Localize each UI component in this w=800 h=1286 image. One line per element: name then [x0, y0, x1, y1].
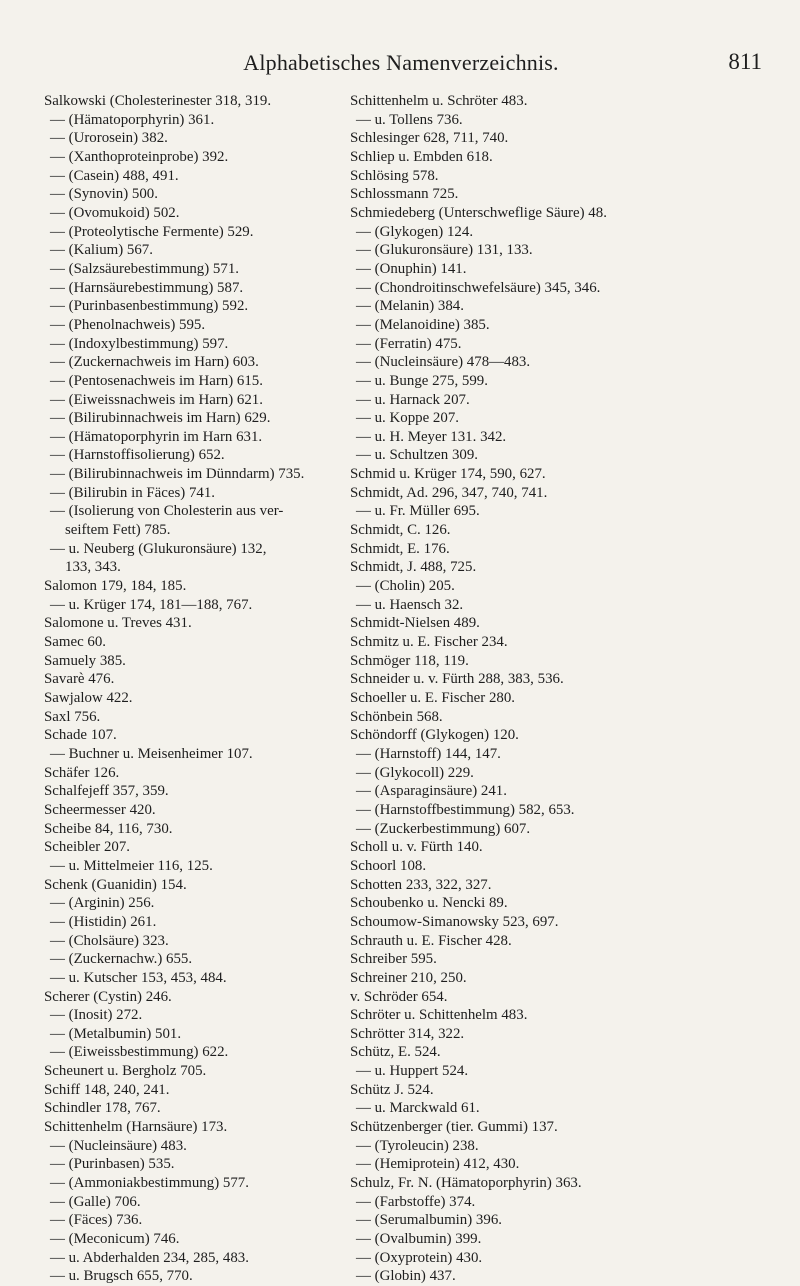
index-entry: — (Zuckerbestimmung) 607.	[356, 820, 531, 837]
index-entry: Schäfer 126.	[44, 764, 120, 781]
index-entry: Schütz J. 524.	[350, 1081, 434, 1098]
index-entry: Scherer (Cystin) 246.	[44, 988, 172, 1005]
page-header	[40, 50, 762, 84]
index-entry: — (Zuckernachweis im Harn) 603.	[50, 354, 259, 371]
index-entry: — (Salzsäurebestimmung) 571.	[50, 260, 239, 277]
index-entry: Schmid u. Krüger 174, 590, 627.	[350, 466, 546, 483]
index-entry: — (Farbstoffe) 374.	[356, 1193, 476, 1210]
index-entry: — (Hämatoporphyrin im Harn 631.	[50, 428, 263, 445]
index-entry: — (Glykocoll) 229.	[356, 764, 474, 781]
index-entry: seiftem Fett) 785.	[65, 522, 171, 539]
index-entry: Schlesinger 628, 711, 740.	[350, 130, 509, 147]
index-entry: — u. Koppe 207.	[356, 410, 459, 427]
index-entry: Schröter u. Schittenhelm 483.	[350, 1007, 528, 1024]
index-entry: — (Onuphin) 141.	[356, 260, 467, 277]
index-entry: Scheibler 207.	[44, 839, 131, 856]
index-entry: Schiff 148, 240, 241.	[44, 1081, 170, 1098]
page-title: Alphabetisches Namenverzeichnis.	[243, 50, 559, 75]
index-entry: Scholl u. v. Fürth 140.	[350, 839, 483, 856]
index-entry: Salomone u. Treves 431.	[44, 615, 192, 632]
index-entry: — (Harnsäurebestimmung) 587.	[50, 279, 244, 296]
index-entry: Schlossmann 725.	[350, 186, 459, 203]
index-entry: — u. Abderhalden 234, 285, 483.	[50, 1249, 249, 1266]
index-entry: Schneider u. v. Fürth 288, 383, 536.	[350, 671, 564, 688]
index-entry: — (Ferratin) 475.	[356, 335, 462, 352]
index-entry: — (Bilirubinnachweis im Harn) 629.	[50, 410, 271, 427]
index-entry: Schöndorff (Glykogen) 120.	[350, 727, 519, 744]
index-entry: Schütz, E. 524.	[350, 1044, 441, 1061]
index-entry: — (Pentosenachweis im Harn) 615.	[50, 372, 263, 389]
index-entry: Schoeller u. E. Fischer 280.	[350, 690, 516, 706]
index-entry: — u. Schultzen 309.	[356, 447, 479, 464]
index-entry: Schittenhelm (Harnsäure) 173.	[44, 1119, 228, 1136]
index-entry: Schade 107.	[44, 727, 117, 744]
index-entry: — (Indoxylbestimmung) 597.	[50, 335, 229, 352]
index-entry: — (Xanthoproteinprobe) 392.	[50, 148, 229, 165]
index-entry: — u. Huppert 524.	[356, 1063, 469, 1080]
index-entry: — (Urorosein) 382.	[50, 130, 168, 147]
index-entry: Samec 60.	[44, 634, 107, 651]
index-entry: — u. Kutscher 153, 453, 484.	[50, 969, 227, 986]
index-entry: — (Bilirubinnachweis im Dünndarm) 735.	[50, 466, 305, 483]
index-entry: Schönbein 568.	[350, 708, 443, 725]
index-entry: Schliep u. Embden 618.	[350, 148, 493, 165]
index-entry: — u. Marckwald 61.	[356, 1100, 480, 1117]
index-entry: Salkowski (Cholesterinester 318, 319.	[44, 93, 272, 109]
index-column-right	[350, 92, 760, 1286]
index-entry: — u. H. Meyer 131. 342.	[356, 428, 507, 445]
index-entry: Schmidt, C. 126.	[350, 522, 451, 539]
index-entry: Schreiber 595.	[350, 951, 437, 968]
index-entry: — (Ammoniakbestimmung) 577.	[50, 1175, 249, 1192]
index-entry: Schmöger 118, 119.	[350, 652, 469, 669]
index-entry: — (Phenolnachweis) 595.	[50, 316, 206, 333]
index-entry: — u. Brugsch 655, 770.	[50, 1268, 193, 1285]
index-entry: Schmidt, E. 176.	[350, 540, 450, 557]
index-entry: — Buchner u. Meisenheimer 107.	[50, 745, 253, 762]
index-entry: — (Eiweissnachweis im Harn) 621.	[50, 391, 263, 408]
index-entry: — (Glukuronsäure) 131, 133.	[356, 242, 533, 259]
index-entry: — (Cholin) 205.	[356, 578, 455, 595]
index-entry: Scheibe 84, 116, 730.	[44, 820, 173, 837]
index-entry: — (Purinbasen) 535.	[50, 1156, 175, 1173]
index-entry: Schenk (Guanidin) 154.	[44, 876, 187, 893]
index-entry: Saxl 756.	[44, 708, 101, 725]
index-entry: — (Nucleinsäure) 478—483.	[356, 354, 531, 371]
index-entry: — (Synovin) 500.	[50, 186, 158, 203]
index-entry: Schittenhelm u. Schröter 483.	[350, 93, 528, 109]
index-entry: — u. Neuberg (Glukuronsäure) 132,	[50, 540, 267, 557]
index-entry: Scheunert u. Bergholz 705.	[44, 1063, 207, 1080]
index-entry: — (Zuckernachw.) 655.	[50, 951, 193, 968]
index-entry: — u. Tollens 736.	[356, 111, 463, 128]
index-entry: — u. Fr. Müller 695.	[356, 503, 480, 520]
index-entry: Schmitz u. E. Fischer 234.	[350, 634, 508, 651]
index-entry: Schoorl 108.	[350, 857, 427, 874]
index-entry: Schmidt, Ad. 296, 347, 740, 741.	[350, 484, 548, 501]
index-entry: Schmidt, J. 488, 725.	[350, 559, 477, 576]
index-entry: — (Cholsäure) 323.	[50, 932, 169, 949]
index-entry: v. Schröder 654.	[350, 988, 448, 1005]
index-entry: — u. Harnack 207.	[356, 391, 470, 408]
index-entry: — (Harnstoffisolierung) 652.	[50, 447, 225, 464]
index-entry: Schalfejeff 357, 359.	[44, 783, 169, 800]
index-entry: — u. Mittelmeier 116, 125.	[50, 857, 213, 874]
index-entry: — (Histidin) 261.	[50, 913, 157, 930]
index-entry: — (Eiweissbestimmung) 622.	[50, 1044, 229, 1061]
index-entry: Scheermesser 420.	[44, 801, 156, 818]
index-entry: — (Chondroitinschwefelsäure) 345, 346.	[356, 279, 601, 296]
index-entry: — (Casein) 488, 491.	[50, 167, 179, 184]
index-entry: — (Bilirubin in Fäces) 741.	[50, 484, 216, 501]
index-entry: — (Globin) 437.	[356, 1268, 456, 1285]
index-entry: Savarè 476.	[44, 671, 115, 688]
index-column-left	[44, 92, 374, 1286]
index-entry: — (Harnstoffbestimmung) 582, 653.	[356, 801, 575, 818]
index-entry: Schützenberger (tier. Gummi) 137.	[350, 1119, 558, 1136]
index-entry: — (Hemiprotein) 412, 430.	[356, 1156, 520, 1173]
index-entry: — (Hämatoporphyrin) 361.	[50, 111, 215, 128]
index-entry: Samuely 385.	[44, 652, 126, 669]
index-entry: Sawjalow 422.	[44, 690, 133, 706]
index-entry: Schlösing 578.	[350, 167, 439, 184]
index-entry: — (Galle) 706.	[50, 1193, 141, 1210]
index-entry: — (Tyroleucin) 238.	[356, 1137, 479, 1154]
page-number: 811	[728, 49, 762, 74]
index-entry: Salomon 179, 184, 185.	[44, 578, 187, 595]
index-entry: Schreiner 210, 250.	[350, 969, 467, 986]
index-entry: — (Fäces) 736.	[50, 1212, 143, 1229]
index-entry: — (Kalium) 567.	[50, 242, 153, 259]
index-entry: — (Oxyprotein) 430.	[356, 1249, 483, 1266]
index-entry: — (Proteolytische Fermente) 529.	[50, 223, 254, 240]
index-entry: — (Meconicum) 746.	[50, 1231, 180, 1248]
index-entry: — (Isolierung von Cholesterin aus ver-	[50, 503, 284, 520]
index-entry: Schmiedeberg (Unterschweflige Säure) 48.	[350, 204, 607, 221]
index-entry: — u. Bunge 275, 599.	[356, 372, 488, 389]
index-entry: Schindler 178, 767.	[44, 1100, 161, 1117]
index-entry: — (Harnstoff) 144, 147.	[356, 745, 501, 762]
index-entry: Schrauth u. E. Fischer 428.	[350, 932, 512, 949]
index-entry: — (Inosit) 272.	[50, 1007, 143, 1024]
index-entry: — (Asparaginsäure) 241.	[356, 783, 507, 800]
index-entry: — (Melanin) 384.	[356, 298, 464, 315]
index-entry: — (Metalbumin) 501.	[50, 1025, 182, 1042]
index-entry: Schmidt-Nielsen 489.	[350, 615, 480, 632]
index-entry: Schoubenko u. Nencki 89.	[350, 895, 508, 912]
index-entry: Schrötter 314, 322.	[350, 1025, 465, 1042]
index-entry: — (Purinbasenbestimmung) 592.	[50, 298, 249, 315]
index-entry: — u. Haensch 32.	[356, 596, 464, 613]
index-entry: — u. Krüger 174, 181—188, 767.	[50, 596, 253, 613]
index-entry: — (Serumalbumin) 396.	[356, 1212, 502, 1229]
index-entry: — (Melanoidine) 385.	[356, 316, 490, 333]
index-entry: Schulz, Fr. N. (Hämatoporphyrin) 363.	[350, 1175, 582, 1192]
index-entry: — (Ovomukoid) 502.	[50, 204, 180, 221]
index-entry: — (Ovalbumin) 399.	[356, 1231, 482, 1248]
index-entry: 133, 343.	[65, 559, 121, 576]
index-entry: Schoumow-Simanowsky 523, 697.	[350, 913, 559, 930]
index-entry: — (Arginin) 256.	[50, 895, 155, 912]
index-entry: — (Glykogen) 124.	[356, 223, 474, 240]
index-entry: — (Nucleinsäure) 483.	[50, 1137, 187, 1154]
index-entry: Schotten 233, 322, 327.	[350, 876, 492, 893]
